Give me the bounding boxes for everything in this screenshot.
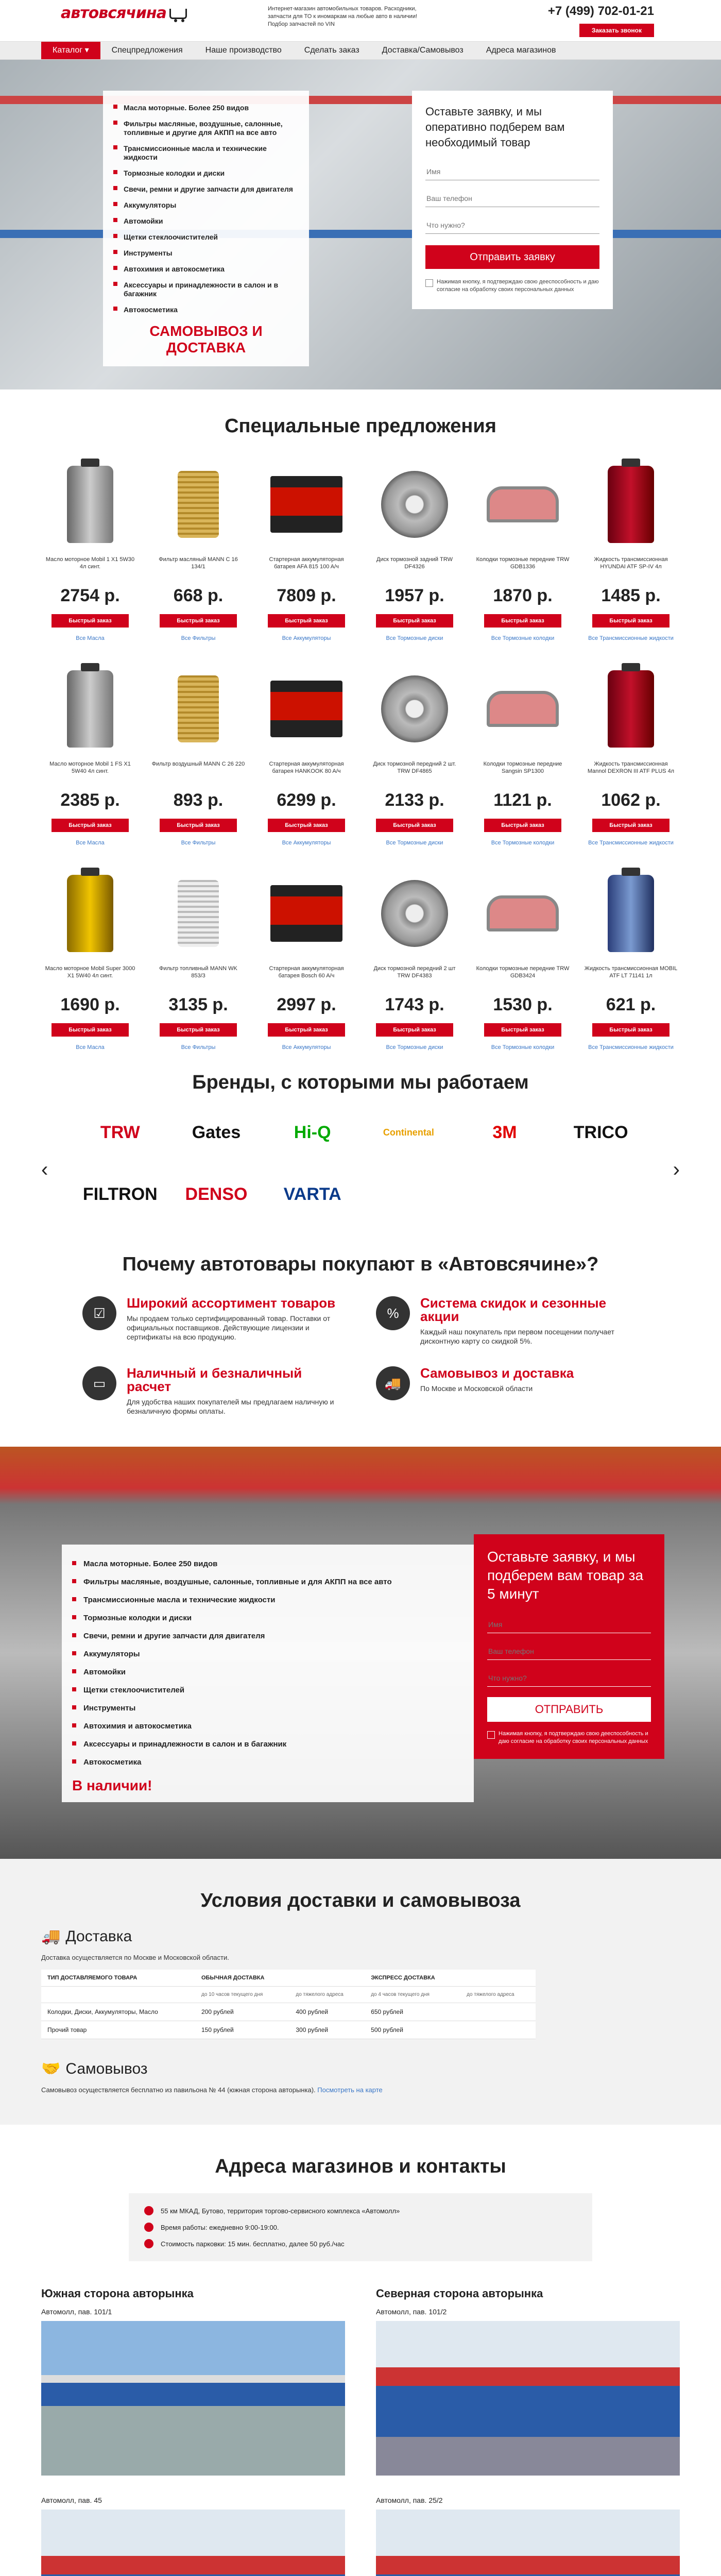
product-name[interactable]: Стартерная аккумуляторная батарея HANKOOK 80 A/ч [269, 761, 344, 774]
category-link[interactable]: Все Фильтры [181, 635, 216, 641]
store-photo [41, 2510, 345, 2576]
product-price: 1121 р. [493, 790, 552, 810]
table-subheader-cell [41, 1987, 195, 2003]
name-input[interactable] [425, 163, 599, 180]
category-link[interactable]: Все Тормозные колодки [491, 635, 555, 641]
product-can [608, 670, 654, 748]
table-cell: 650 рублей [365, 2003, 460, 2021]
table-row [41, 2021, 536, 2039]
category-item[interactable]: Свечи, ремни и другие запчасти для двигателя [113, 181, 299, 197]
category-item[interactable]: Тормозные колодки и диски [72, 1609, 464, 1627]
product-price: 2133 р. [385, 790, 444, 810]
product-name[interactable]: Диск тормозной передний 2 шт TRW DF4383 [373, 965, 456, 979]
table-subheader-cell: до 4 часов текущего дня [365, 1987, 460, 2003]
product-filt [178, 675, 219, 742]
product-image[interactable] [41, 862, 139, 965]
hero-category-list [103, 91, 309, 366]
phone-input[interactable] [425, 190, 599, 207]
table-header-cell: ТИП ДОСТАВЛЯЕМОГО ТОВАРА [41, 1970, 195, 1987]
shop-name-input[interactable] [487, 1616, 651, 1633]
shop-phone-input[interactable] [487, 1642, 651, 1660]
store-card [376, 2496, 680, 2576]
product-card [258, 862, 355, 1051]
category-item[interactable]: Фильтры масляные, воздушные, салонные, топливные и для АКПП на все авто [72, 1573, 464, 1591]
why-item [82, 1366, 345, 1416]
chevron-right-icon[interactable]: › [673, 1158, 680, 1181]
product-pads [487, 691, 559, 727]
product-card [582, 862, 680, 1051]
quick-order-button[interactable]: Быстрый заказ [268, 819, 345, 832]
address-section [0, 2156, 721, 2576]
category-item[interactable]: Масла моторные. Более 250 видов [72, 1555, 464, 1573]
category-link[interactable]: Все Фильтры [181, 1044, 216, 1050]
location-icon [144, 2206, 153, 2215]
product-price: 2754 р. [60, 586, 120, 605]
product-name[interactable]: Стартерная аккумуляторная батарея AFA 815 100 A/ч [269, 556, 344, 570]
category-item[interactable]: Автомойки [72, 1663, 464, 1681]
category-item[interactable]: Масла моторные. Более 250 видов [113, 100, 299, 116]
product-price: 1062 р. [601, 790, 661, 810]
product-image[interactable] [582, 862, 680, 965]
category-item[interactable]: Трансмиссионные масла и технические жидкости [72, 1591, 464, 1609]
category-link[interactable]: Все Масла [76, 840, 105, 846]
product-name[interactable]: Фильтр воздушный MANN C 26 220 [151, 761, 245, 767]
shop-need-input[interactable] [487, 1669, 651, 1687]
why-item-text: Для удобства наших покупателей мы предлагаем наличную и безналичную формы оплаты. [127, 1398, 334, 1415]
brand-logo[interactable]: VARTA [283, 1184, 341, 1204]
product-disc [381, 471, 448, 538]
category-item[interactable]: Тормозные колодки и диски [113, 165, 299, 181]
offers-title: Специальные предложения [225, 415, 496, 437]
product-price: 6299 р. [277, 790, 336, 810]
product-card [41, 453, 139, 642]
address-line: 55 км МКАД, Бутово, территория торгово-сервисного комплекса «Автомолл» [144, 2202, 577, 2219]
product-card [366, 657, 464, 846]
pickup-heading: 🤝 Самовывоз [41, 2060, 148, 2077]
store-grid [41, 2287, 680, 2576]
product-image[interactable] [582, 657, 680, 760]
table-cell: 300 рублей [289, 2021, 365, 2039]
location-icon [144, 2223, 153, 2232]
address-line: Время работы: ежедневно 9:00-19:00. [144, 2219, 577, 2235]
brand-logo[interactable]: Gates [192, 1122, 241, 1142]
shop-submit-button[interactable]: ОТПРАВИТЬ [487, 1697, 651, 1722]
hero-request-form [412, 91, 613, 309]
address-line: Стоимость парковки: 15 мин. бесплатно, далее 50 руб./час [144, 2235, 577, 2252]
category-link[interactable]: Все Масла [76, 1044, 105, 1050]
product-card [582, 657, 680, 846]
table-cell: Прочий товар [41, 2021, 195, 2039]
product-name[interactable]: Фильтр топливный MANN WK 853/3 [159, 965, 237, 979]
nav-item[interactable]: Спецпредложения [111, 46, 183, 55]
category-item[interactable]: Аксессуары и принадлежности в салон и в багажник [113, 277, 299, 302]
product-image[interactable] [474, 862, 572, 965]
handshake-icon: 🤝 [41, 2060, 61, 2077]
why-item [376, 1366, 639, 1416]
product-name[interactable]: Колодки тормозные передние TRW GDB3424 [476, 965, 570, 979]
quick-order-button[interactable]: Быстрый заказ [268, 1023, 345, 1037]
store-side-title: Южная сторона авторынка [41, 2287, 194, 2300]
store-side-title: Северная сторона авторынка [376, 2287, 543, 2300]
store-photo [41, 2321, 345, 2476]
hero-caption: САМОВЫВОЗ И ДОСТАВКА [149, 323, 263, 355]
store-pavilion: Автомолл, пав. 45 [41, 2496, 102, 2504]
product-price: 621 р. [606, 995, 656, 1014]
product-batt [270, 885, 342, 942]
store-photo [376, 2321, 680, 2476]
table-header-cell [460, 1970, 536, 1987]
product-name[interactable]: Жидкость трансмиссионная MOBIL ATF LT 71141 1л [584, 965, 678, 979]
table-header-cell [289, 1970, 365, 1987]
store-card [376, 2287, 680, 2476]
truck-icon: 🚚 [41, 1928, 61, 1945]
call-back-button[interactable]: Заказать звонок [579, 24, 654, 37]
why-item-title: Самовывоз и доставка [420, 1365, 574, 1381]
category-link[interactable]: Все Трансмиссионные жидкости [588, 840, 674, 846]
product-name[interactable]: Колодки тормозные передние Sangsin SP1300 [483, 761, 562, 774]
need-input[interactable] [425, 216, 599, 234]
header-info: Интернет-магазин автомобильных товаров. Расходники, запчасти для ТО к иномаркам на любые авто в наличии! Подбор запчастей по VIN [268, 6, 418, 27]
product-price: 1957 р. [385, 586, 444, 605]
product-image[interactable] [149, 657, 247, 760]
header [0, 0, 721, 41]
category-item[interactable]: Фильтры масляные, воздушные, салонные, топливные и другие для АКПП на все авто [113, 116, 299, 141]
quick-order-button[interactable]: Быстрый заказ [376, 614, 453, 628]
product-card [149, 453, 247, 642]
product-can [67, 466, 113, 543]
product-filt [178, 471, 219, 538]
product-name[interactable]: Масло моторное Mobil 1 X1 5W30 4л синт. [45, 556, 135, 570]
quick-order-button[interactable]: Быстрый заказ [484, 614, 561, 628]
category-link[interactable]: Все Фильтры [181, 840, 216, 846]
why-item-title: Наличный и безналичный расчет [127, 1365, 302, 1394]
category-item[interactable]: Автохимия и автокосметика [113, 261, 299, 277]
table-subheader-cell: до 10 часов текущего дня [195, 1987, 289, 2003]
nav-item[interactable]: Доставка/Самовывоз [382, 46, 464, 55]
brand-logo[interactable]: DENSO [185, 1184, 248, 1204]
table-cell: 400 рублей [289, 2003, 365, 2021]
product-batt [270, 476, 342, 533]
table-cell: Колодки, Диски, Аккумуляторы, Масло [41, 2003, 195, 2021]
store-card [41, 2287, 345, 2476]
category-item[interactable]: Аксессуары и принадлежности в салон и в багажник [72, 1735, 464, 1753]
product-image[interactable] [474, 453, 572, 556]
brand-logo[interactable]: FILTRON [82, 1184, 158, 1204]
nav-item[interactable]: Каталог ▾ [41, 42, 100, 59]
shop-category-list [62, 1545, 474, 1802]
product-image[interactable] [149, 453, 247, 556]
brands-title: Бренды, с которыми мы работаем [192, 1072, 529, 1093]
logo[interactable]: автовсячина [61, 4, 187, 22]
header-phone[interactable]: +7 (499) 702-01-21 [547, 4, 654, 18]
why-item [376, 1296, 639, 1346]
product-pads [487, 895, 559, 931]
product-can [608, 466, 654, 543]
product-price: 2997 р. [277, 995, 336, 1014]
product-price: 1690 р. [60, 995, 120, 1014]
quick-order-button[interactable]: Быстрый заказ [376, 1023, 453, 1037]
consent-checkbox[interactable]: Нажимая кнопку, я подтверждаю свою дееспособность и даю согласие на обработку своих персональных данных [425, 278, 599, 294]
quick-order-button[interactable]: Быстрый заказ [52, 1023, 129, 1037]
chevron-left-icon[interactable]: ‹ [41, 1158, 48, 1181]
store-pavilion: Автомолл, пав. 101/1 [41, 2308, 112, 2316]
product-card [366, 862, 464, 1051]
product-card [149, 657, 247, 846]
table-row [41, 2003, 536, 2021]
category-item[interactable]: Автокосметика [113, 302, 299, 318]
cart-icon [169, 9, 187, 19]
category-item[interactable]: Щетки стеклоочистителей [72, 1681, 464, 1699]
product-card [258, 453, 355, 642]
brand-logo[interactable]: 3M [492, 1122, 517, 1142]
shop-request-form [474, 1534, 664, 1759]
product-image[interactable] [258, 657, 355, 760]
why-item-text: Каждый наш покупатель при первом посещении получает дисконтную карту со скидкой 5%. [420, 1328, 614, 1345]
product-disc [381, 880, 448, 947]
category-link[interactable]: Все Трансмиссионные жидкости [588, 1044, 674, 1050]
table-cell: 150 рублей [195, 2021, 289, 2039]
product-pads [487, 486, 559, 522]
product-price: 1530 р. [493, 995, 553, 1014]
product-name[interactable]: Масло моторное Mobil 1 FS X1 5W40 4л синт. [49, 761, 131, 774]
product-card [41, 657, 139, 846]
product-row [41, 657, 680, 846]
why-title: Почему автотовары покупают в «Автовсячине»? [122, 1253, 599, 1275]
category-link[interactable]: Все Тормозные диски [386, 840, 443, 846]
why-item-text: По Москве и Московской области [420, 1384, 533, 1393]
product-can [67, 875, 113, 952]
product-image[interactable] [258, 862, 355, 965]
product-name[interactable]: Жидкость трансмиссионная Mannol DEXRON III ATF PLUS 4л [587, 761, 675, 774]
store-photo [376, 2510, 680, 2576]
product-card [41, 862, 139, 1051]
product-name[interactable]: Диск тормозной передний 2 шт. TRW DF4865 [373, 761, 456, 774]
table-cell [460, 2003, 536, 2021]
product-card [149, 862, 247, 1051]
category-item[interactable]: Автокосметика [72, 1753, 464, 1771]
quick-order-button[interactable]: Быстрый заказ [484, 819, 561, 832]
quick-order-button[interactable]: Быстрый заказ [160, 819, 237, 832]
why-grid [82, 1296, 639, 1416]
why-item-title: Широкий ассортимент товаров [127, 1295, 336, 1311]
product-filt [178, 880, 219, 947]
product-card [366, 453, 464, 642]
shop-caption: В наличии! [72, 1777, 152, 1793]
why-item [82, 1296, 345, 1346]
category-link[interactable]: Все Трансмиссионные жидкости [588, 635, 674, 641]
table-subheader-cell: до тяжелого адреса [289, 1987, 365, 2003]
product-card [474, 862, 572, 1051]
product-can [608, 875, 654, 952]
brand-logo[interactable]: TRW [100, 1122, 140, 1142]
delivery-title: Условия доставки и самовывоза [200, 1890, 521, 1911]
product-name[interactable]: Колодки тормозные передние TRW GDB1336 [476, 556, 570, 570]
product-can [67, 670, 113, 748]
product-name[interactable]: Диск тормозной задний TRW DF4326 [376, 556, 453, 570]
product-price: 1870 р. [493, 586, 553, 605]
category-item[interactable]: Автохимия и автокосметика [72, 1717, 464, 1735]
truck-icon: 🚚 [376, 1366, 410, 1400]
category-item[interactable]: Щетки стеклоочистителей [113, 229, 299, 245]
product-name[interactable]: Стартерная аккумуляторная батарея Bosch 60 A/ч [269, 965, 344, 979]
product-image[interactable] [582, 453, 680, 556]
category-link[interactable]: Все Аккумуляторы [282, 1044, 331, 1050]
table-cell [460, 2021, 536, 2039]
quick-order-button[interactable]: Быстрый заказ [52, 819, 129, 832]
table-cell: 500 рублей [365, 2021, 460, 2039]
category-link[interactable]: Все Тормозные диски [386, 635, 443, 641]
table-subheader-cell: до тяжелого адреса [460, 1987, 536, 2003]
product-name[interactable]: Жидкость трансмиссионная HYUNDAI ATF SP-IV 4л [594, 556, 668, 570]
quick-order-button[interactable]: Быстрый заказ [160, 614, 237, 628]
shop-section [0, 1447, 721, 1859]
category-link[interactable]: Все Масла [76, 635, 105, 641]
product-price: 1485 р. [601, 586, 661, 605]
quick-order-button[interactable]: Быстрый заказ [592, 1023, 670, 1037]
product-price: 3135 р. [168, 995, 228, 1014]
store-card [41, 2496, 345, 2576]
quick-order-button[interactable]: Быстрый заказ [52, 614, 129, 628]
category-item[interactable]: Инструменты [113, 245, 299, 261]
percent-icon: % [376, 1296, 410, 1330]
category-link[interactable]: Все Аккумуляторы [282, 840, 331, 846]
category-link[interactable]: Все Тормозные диски [386, 1044, 443, 1050]
category-item[interactable]: Автомойки [113, 213, 299, 229]
product-name[interactable]: Масло моторное Mobil Super 3000 X1 5W40 4л синт. [45, 965, 135, 979]
category-link[interactable]: Все Аккумуляторы [282, 635, 331, 641]
location-icon [144, 2239, 153, 2248]
category-link[interactable]: Все Тормозные колодки [491, 1044, 555, 1050]
product-image[interactable] [258, 453, 355, 556]
store-pavilion: Автомолл, пав. 101/2 [376, 2308, 447, 2316]
product-image[interactable] [474, 657, 572, 760]
shop-consent-checkbox[interactable]: Нажимая кнопку, я подтверждаю свою дееспособность и даю согласие на обработку своих персональных данных [487, 1730, 651, 1745]
category-item[interactable]: Аккумуляторы [113, 197, 299, 213]
brand-logo[interactable]: TRICO [573, 1122, 628, 1142]
category-item[interactable]: Трансмиссионные масла и технические жидкости [113, 141, 299, 165]
store-pavilion: Автомолл, пав. 25/2 [376, 2496, 443, 2504]
product-image[interactable] [366, 862, 464, 965]
delivery-table [41, 1970, 536, 2039]
show-on-map-link[interactable]: Посмотреть на карте [317, 2086, 383, 2094]
submit-request-button[interactable]: Отправить заявку [425, 245, 599, 269]
brands-carousel [41, 1109, 680, 1238]
product-price: 893 р. [173, 790, 224, 810]
table-cell: 200 рублей [195, 2003, 289, 2021]
category-item[interactable]: Свечи, ремни и другие запчасти для двигателя [72, 1627, 464, 1645]
product-image[interactable] [149, 862, 247, 965]
category-item[interactable]: Инструменты [72, 1699, 464, 1717]
address-title: Адреса магазинов и контакты [215, 2156, 506, 2177]
shop-form-title: Оставьте заявку, и мы подберем вам товар за 5 минут [487, 1549, 644, 1602]
why-item-title: Система скидок и сезонные акции [420, 1295, 607, 1324]
product-disc [381, 675, 448, 742]
product-price: 2385 р. [60, 790, 120, 810]
delivery-section [0, 1859, 721, 2125]
product-row [41, 862, 680, 1051]
card-icon: ▭ [82, 1366, 116, 1400]
brand-logo[interactable]: Continental [383, 1127, 434, 1138]
product-price: 668 р. [173, 586, 224, 605]
table-header-row [41, 1970, 536, 1987]
table-subheader-row [41, 1987, 536, 2003]
nav-item[interactable]: Сделать заказ [304, 46, 359, 55]
table-header-cell: ОБЫЧНАЯ ДОСТАВКА [195, 1970, 289, 1987]
delivery-heading: 🚚 Доставка [41, 1927, 132, 1945]
nav-item[interactable]: Адреса магазинов [486, 46, 556, 55]
product-card [474, 453, 572, 642]
category-item[interactable]: Аккумуляторы [72, 1645, 464, 1663]
product-card [582, 453, 680, 642]
product-name[interactable]: Фильтр масляный MANN C 16 134/1 [159, 556, 238, 570]
hero-form-title: Оставьте заявку, и мы оперативно подберем вам необходимый товар [425, 105, 565, 149]
product-image[interactable] [41, 453, 139, 556]
nav-item[interactable]: Наше производство [205, 46, 282, 55]
category-link[interactable]: Все Тормозные колодки [491, 840, 555, 846]
product-price: 1743 р. [385, 995, 444, 1014]
delivery-text: Доставка осуществляется по Москве и Московской области. [41, 1954, 229, 1961]
product-card [258, 657, 355, 846]
table-header-cell: ЭКСПРЕСС ДОСТАВКА [365, 1970, 460, 1987]
quick-order-button[interactable]: Быстрый заказ [268, 614, 345, 628]
quick-order-button[interactable]: Быстрый заказ [592, 614, 670, 628]
main-nav [0, 41, 721, 60]
address-box [129, 2193, 592, 2261]
quick-order-button[interactable]: Быстрый заказ [484, 1023, 561, 1037]
hero [0, 60, 721, 389]
product-image[interactable] [41, 657, 139, 760]
product-row [41, 453, 680, 642]
product-card [474, 657, 572, 846]
product-image[interactable] [366, 657, 464, 760]
product-batt [270, 681, 342, 737]
checklist-icon: ☑ [82, 1296, 116, 1330]
product-price: 7809 р. [277, 586, 336, 605]
quick-order-button[interactable]: Быстрый заказ [160, 1023, 237, 1037]
product-image[interactable] [366, 453, 464, 556]
quick-order-button[interactable]: Быстрый заказ [592, 819, 670, 832]
brand-logo[interactable]: Hi-Q [294, 1122, 331, 1142]
pickup-text: Самовывоз осуществляется бесплатно из павильона № 44 (южная сторона авторынка). Посмотреть на карте [41, 2086, 383, 2094]
why-item-text: Мы продаем только сертифицированный товар. Поставки от официальных поставщиков. Действующие лицензии и сертификаты на всю продукцию. [127, 1314, 331, 1341]
quick-order-button[interactable]: Быстрый заказ [376, 819, 453, 832]
